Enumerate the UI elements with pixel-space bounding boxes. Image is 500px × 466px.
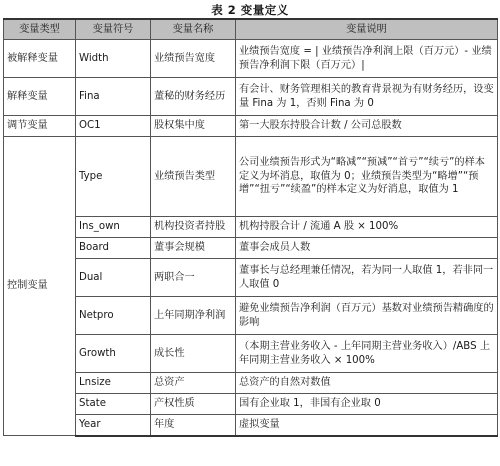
variable-name-cell: 股权集中度 <box>151 116 236 137</box>
variable-symbol-cell: Ins_own <box>76 217 151 238</box>
table-row <box>4 40 498 78</box>
variable-symbol-cell: Lnsize <box>76 373 151 394</box>
variable-symbol-cell: State <box>76 394 151 415</box>
table-row <box>4 394 498 415</box>
variable-definition-table <box>3 18 498 437</box>
variable-name-cell: 业绩预告宽度 <box>151 40 236 78</box>
variable-description-cell: 总资产的自然对数值 <box>236 373 498 394</box>
table-row <box>4 238 498 259</box>
variable-description-cell: （本期主营业务收入 - 上年同期主营业务收入）/ABS 上年同期主营业务收入 × 100% <box>236 335 498 373</box>
table-row <box>4 297 498 335</box>
variable-type-cell: 控制变量 <box>4 137 76 436</box>
variable-symbol-cell: Fina <box>76 78 151 116</box>
variable-description-cell: 董事会成员人数 <box>236 238 498 259</box>
variable-name-cell: 成长性 <box>151 335 236 373</box>
header-variable-description: 变量说明 <box>236 19 498 40</box>
table-row <box>4 78 498 116</box>
variable-symbol-cell: Year <box>76 415 151 436</box>
variable-name-cell: 年度 <box>151 415 236 436</box>
variable-description-cell: 虚拟变量 <box>236 415 498 436</box>
table-row <box>4 217 498 238</box>
table-title: 表 2 变量定义 <box>211 3 289 17</box>
variable-symbol-cell: Dual <box>76 259 151 297</box>
variable-description-cell: 公司业绩预告形式为“略减”“预减”“首亏”“续亏”的样本定义为坏消息，取值为 0；业绩预告类型为“略增”“预增”“扭亏”“续盈”的样本定义为好消息，取值为 1 <box>236 137 498 217</box>
table-row <box>4 415 498 436</box>
variable-type-cell: 调节变量 <box>4 116 76 137</box>
variable-symbol-cell: OC1 <box>76 116 151 137</box>
variable-description-cell: 避免业绩预告净利润（百万元）基数对业绩预告精确度的影响 <box>236 297 498 335</box>
table-row <box>4 137 498 217</box>
table-header-row <box>4 19 498 40</box>
header-variable-symbol: 变量符号 <box>76 19 151 40</box>
variable-symbol-cell: Growth <box>76 335 151 373</box>
variable-description-cell: 国有企业取 1，非国有企业取 0 <box>236 394 498 415</box>
variable-description-cell: 有会计、财务管理相关的教育背景视为有财务经历，设变量 Fina 为 1，否则 Fina 为 0 <box>236 78 498 116</box>
variable-symbol-cell: Board <box>76 238 151 259</box>
variable-type-cell: 解释变量 <box>4 78 76 116</box>
variable-name-cell: 总资产 <box>151 373 236 394</box>
table-row <box>4 259 498 297</box>
variable-name-cell: 上年同期净利润 <box>151 297 236 335</box>
header-variable-name: 变量名称 <box>151 19 236 40</box>
variable-symbol-cell: Netpro <box>76 297 151 335</box>
variable-symbol-cell: Type <box>76 137 151 217</box>
variable-name-cell: 董秘的财务经历 <box>151 78 236 116</box>
variable-name-cell: 业绩预告类型 <box>151 137 236 217</box>
variable-type-cell: 被解释变量 <box>4 40 76 78</box>
table-row <box>4 373 498 394</box>
header-variable-type: 变量类型 <box>4 19 76 40</box>
variable-description-cell: 机构持股合计 / 流通 A 股 × 100% <box>236 217 498 238</box>
table-row <box>4 335 498 373</box>
variable-name-cell: 两职合一 <box>151 259 236 297</box>
variable-description-cell: 董事长与总经理兼任情况，若为同一人取值 1，若非同一人取值 0 <box>236 259 498 297</box>
variable-name-cell: 机构投资者持股 <box>151 217 236 238</box>
table-row <box>4 116 498 137</box>
variable-name-cell: 董事会规模 <box>151 238 236 259</box>
variable-name-cell: 产权性质 <box>151 394 236 415</box>
variable-symbol-cell: Width <box>76 40 151 78</box>
variable-description-cell: 第一大股东持股合计数 / 公司总股数 <box>236 116 498 137</box>
variable-description-cell: 业绩预告宽度 = | 业绩预告净利润上限（百万元）- 业绩预告净利润下限（百万元）| <box>236 40 498 78</box>
